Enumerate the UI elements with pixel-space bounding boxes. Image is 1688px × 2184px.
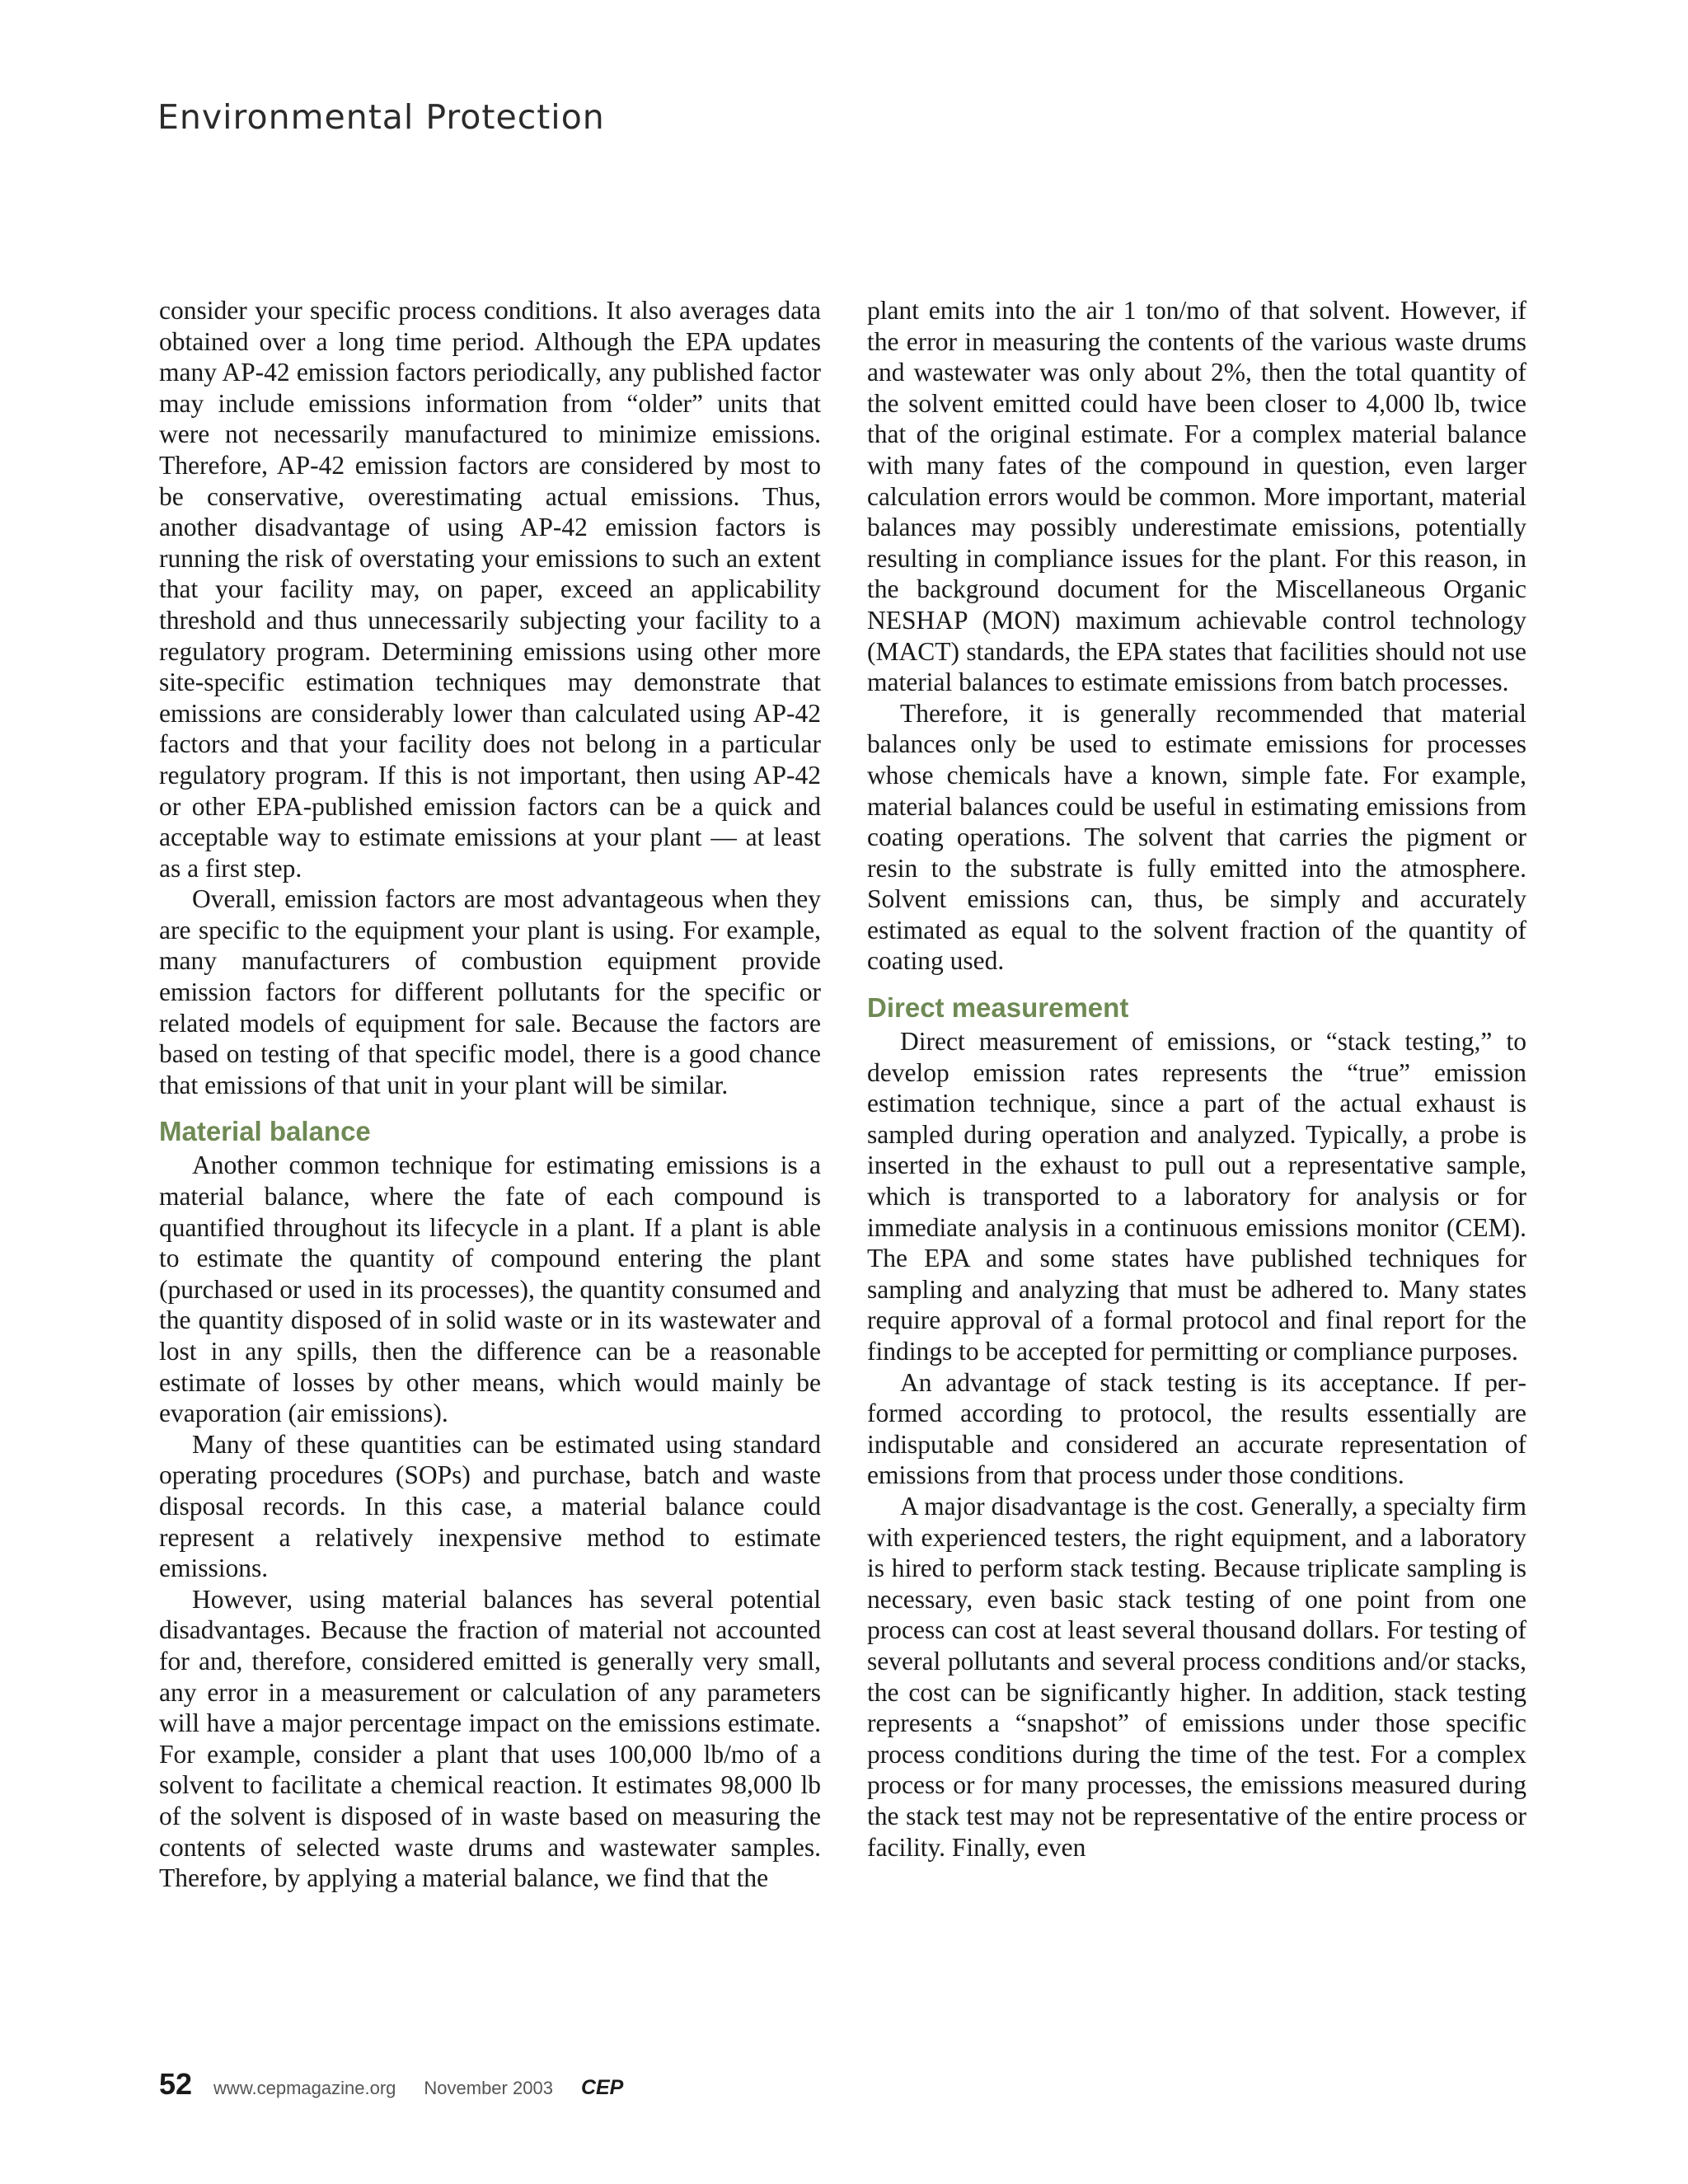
footer-date: November 2003 [424,2078,553,2098]
paragraph: An advantage of stack testing is its acceptance. If performed according to protocol, the results essentially are indisputable and considered an accurate representation of emissions from that process under those conditions. [867,1367,1526,1490]
right-column [867,295,1526,1863]
heading-material-balance: Material balance [159,1116,371,1147]
publication-logo: CEP [580,2076,624,2099]
paragraph: Therefore, it is generally recommended that material balances only be used to estimate emissions for processes whose chemicals have a known, simple fate. For example, material balances could be useful in estimating emissions from coating operations. The solvent that carries the pigment or resin to the substrate is fully emitted into the atmosphere. Solvent emissions can, thus, be simply and accurately estimated as equal to the solvent fraction of the quantity of coating used. [867,698,1526,976]
paragraph: A major disadvantage is the cost. Generally, a specialty firm with experienced testers, the right equipment, and a laboratory is hired to perform stack testing. Because triplicate sampling is necessary, even basic stack testing of one point from one process can cost at least several thousand dollars. For testing of several pollutants and several process conditions and/or stacks, the cost can be significantly higher. In addition, stack testing represents a “snapshot” of emissions under those specific process conditions during the time of the test. For a complex process or for many processes, the emissions measured during the stack test may not be representative of the entire process or facility. Finally, even [867,1491,1526,1862]
paragraph: Overall, emission factors are most advantageous when they are specific to the equipment your plant is using. For example, many manufacturers of combustion equipment provide emission factors for different pollutants for the specific or related models of equipment for sale. Because the factors are based on testing of that specific model, there is a good chance that emissions of that unit in your plant will be similar. [159,884,821,1099]
paragraph: Direct measurement of emissions, or “stack testing,” to develop emission rates represents the “true” emission estimation technique, since a part of the actual exhaust is sampled during operation and analyzed. Typically, a probe is inserted in the exhaust to pull out a representative sample, which is transported to a laboratory for analysis or for immediate analysis in a continuous emissions monitor (CEM). The EPA and some states have published techniques for sampling and analyzing that must be adhered to. Many states require approval of a formal protocol and final report for the findings to be accepted for permitting or compliance purposes. [867,1027,1526,1366]
section-header: Environmental Protection [157,97,605,137]
footer-url: www.cepmagazine.org [213,2078,396,2098]
heading-direct-measurement: Direct measurement [867,992,1129,1024]
paragraph: consider your specific process conditions. It also averages data obtained over a long time period. Although the EPA updates many AP-42 emission factors periodically, any published factor may include emissions information from “older” units that were not necessarily manufactured to minimize emissions. Therefore, AP-42 emission factors are considered by most to be conservative, overestimating actual emissions. Thus, another disadvantage of using AP-42 emission factors is running the risk of overstating your emissions to such an extent that your facility may, on paper, exceed an applicability threshold and thus unnecessarily subjecting your facility to a regulatory program. Determining emissions using other more site-specific estimation techniques may demonstrate that emissions are considerably lower than calculated using AP-42 factors and that your facility does not belong in a particular regulatory program. If this is not important, then using AP-42 or other EPA-published emission factors can be a quick and acceptable way to estimate emissions at your plant — at least as a first step. [159,296,821,883]
paragraph: Another common technique for estimating emissions is a material balance, where the fate of each compound is quantified throughout its lifecycle in a plant. If a plant is able to estimate the quantity of compound entering the plant (purchased or used in its processes), the quantity consumed and the quantity disposed of in solid waste or in its wastewater and lost in any spills, then the difference can be a reasonable estimate of losses by other means, which would mainly be evaporation (air emissions). [159,1151,821,1428]
paragraph: plant emits into the air 1 ton/mo of that solvent. However, if the error in measuring the contents of the various waste drums and wastewater was only about 2%, then the total quantity of the solvent emitted could have been closer to 4,000 lb, twice that of the original estimate. For a complex material balance with many fates of the compound in question, even larger calculation errors would be common. More important, material balances may possibly underestimate emissions, potentially resulting in compliance issues for the plant. For this reason, in the background document for the Miscellaneous Organic NESHAP (MON) maximum achievable control technology (MACT) standards, the EPA states that facilities should not use material balances to estimate emissions from batch processes. [867,296,1526,697]
page-number: 52 [159,2067,193,2101]
paragraph: However, using material balances has several potential disadvantages. Because the fraction of material not accounted for and, therefore, considered emitted is generally very small, any error in a measurement or calculation of any parameters will have a major percentage impact on the emissions estimate. For example, consider a plant that uses 100,000 lb/mo of a solvent to facilitate a chemical reaction. It estimates 98,000 lb of the solvent is disposed of in waste based on measuring the contents of selected waste drums and wastewater samples. Therefore, by applying a material balance, we find that the [159,1584,821,1893]
page-footer [159,2067,623,2102]
paragraph: Many of these quantities can be estimated using standard operating procedures (SOPs) and purchase, batch and waste disposal records. In this case, a material balance could represent a relatively inexpensive method to estimate emissions. [159,1429,821,1583]
left-column [159,295,821,1894]
